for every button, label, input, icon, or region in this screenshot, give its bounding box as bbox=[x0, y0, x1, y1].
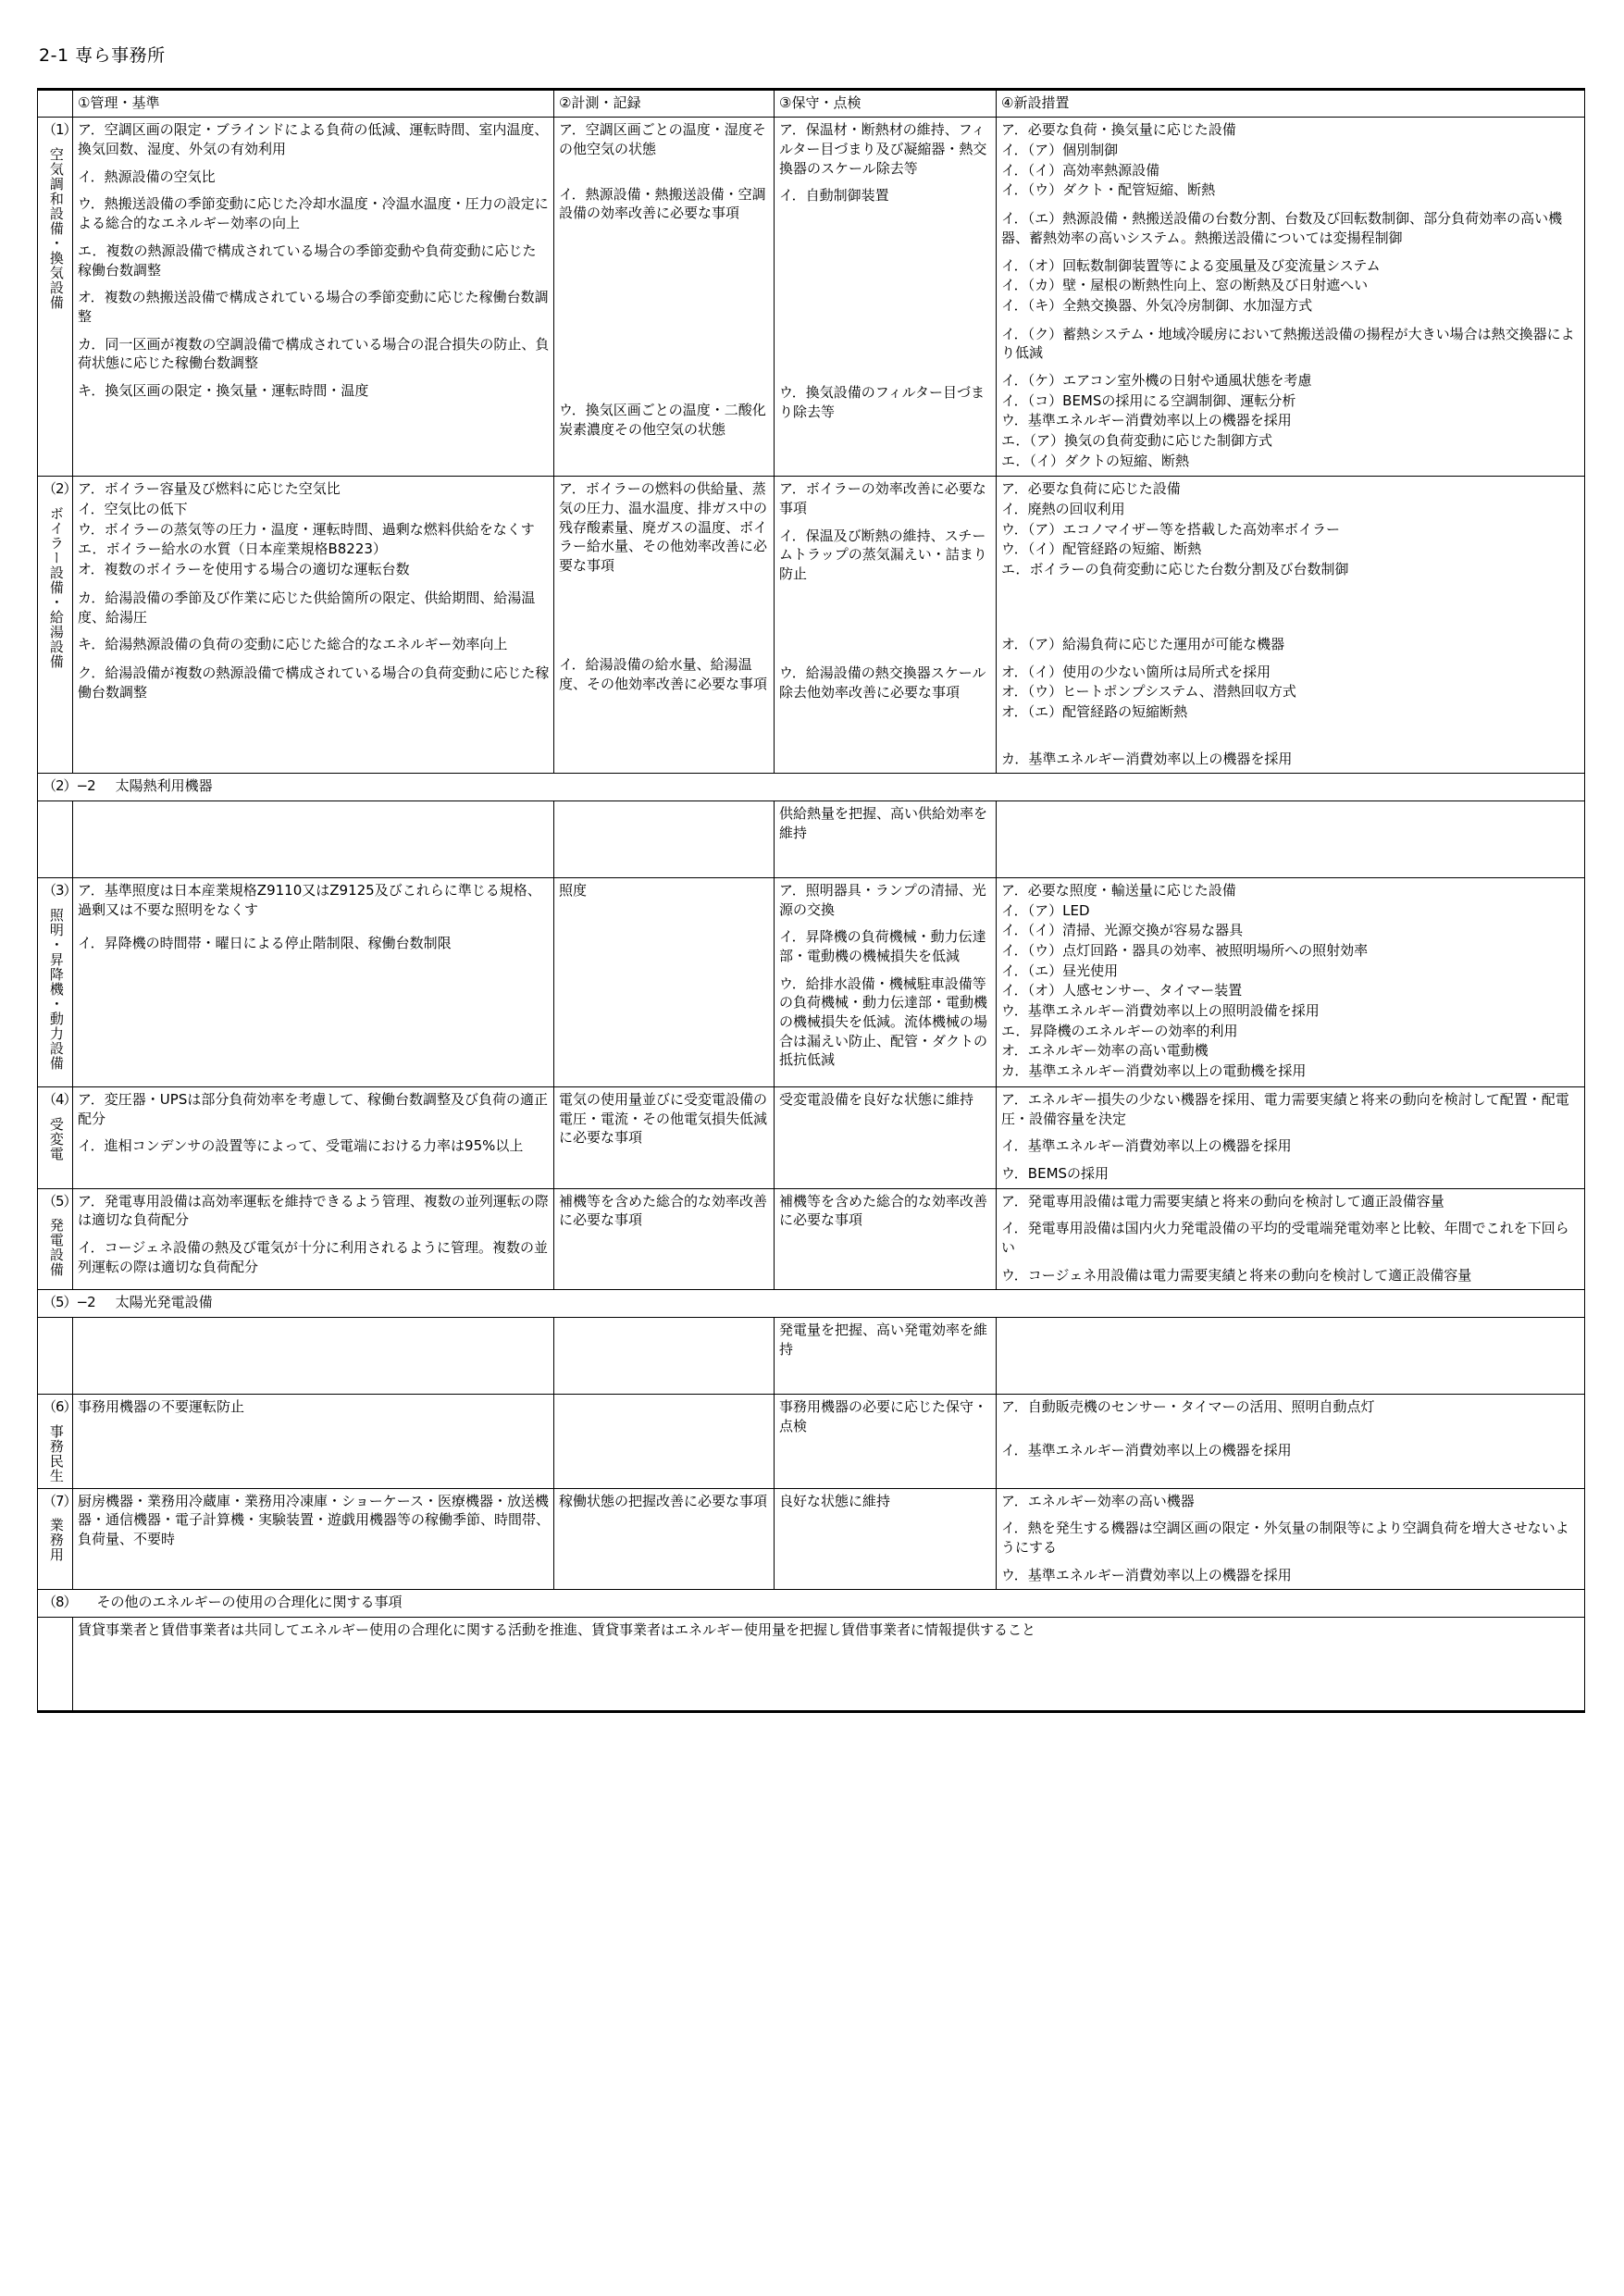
subsection-note-row bbox=[38, 1318, 1585, 1395]
subsection-row bbox=[38, 1290, 1585, 1318]
header-col2: ②計測・記録 bbox=[554, 89, 775, 118]
energy-measures-table bbox=[37, 88, 1585, 1713]
row-number: （1） bbox=[43, 121, 77, 139]
page-title: 2-1 専ら事務所 bbox=[39, 45, 166, 66]
cell-row3-col4: ア．必要な照度・輸送量に応じた設備 イ．（ア）LED イ．（イ）清掃、光源交換が容易な器具 イ．（ウ）点灯回路・器具の効率、被照明場所への照射効率 イ．（エ）昼光使用 イ．（オ）人感センサー、タイマー装置 ウ．基準エネルギー消費効率以上の照明設備を採用 エ．昇降機のエネルギーの効率的利用 オ．エネルギー効率の高い電動機 カ．基準エネルギー消費効率以上の電動機を採用 bbox=[997, 877, 1585, 1086]
table-row bbox=[38, 1086, 1585, 1188]
cell-row3-col2: 照度 bbox=[554, 877, 775, 1086]
row-number: （2） bbox=[43, 480, 77, 498]
cell-row2-col1: ア．ボイラー容量及び燃料に応じた空気比 イ．空気比の低下 ウ．ボイラーの蒸気等の圧力・温度・運転時間、過剰な燃料供給をなくす エ．ボイラー給水の水質（日本産業規格B8223） オ．複数のボイラーを使用する場合の適切な運転台数 カ．給湯設備の季節及び作業に応じた供給箇所の限定、供給期間、給湯温度、給湯圧 キ．給湯熱源設備の負荷の変動に応じた総合的なエネルギー効率向上 ク．給湯設備が複数の熱源設備で構成されている場合の負荷変動に応じた稼働台数調整 bbox=[73, 477, 554, 774]
subsection-row bbox=[38, 1590, 1585, 1618]
cell-row2-col4: ア．必要な負荷に応じた設備 イ．廃熱の回収利用 ウ．（ア）エコノマイザー等を搭載した高効率ボイラー ウ．（イ）配管経路の短縮、断熱 エ．ボイラーの負荷変動に応じた台数分割及び台数制御 オ．（ア）給湯負荷に応じた運用が可能な機器 オ．（イ）使用の少ない箇所は局所式を採用 オ．（ウ）ヒートポンプシステム、潜熱回収方式 オ．（エ）配管経路の短縮断熱 カ．基準エネルギー消費効率以上の機器を採用 bbox=[997, 477, 1585, 774]
table-row bbox=[38, 1188, 1585, 1290]
subsection-2-2-col1 bbox=[73, 800, 554, 877]
cell-row5-col1: ア．発電専用設備は高効率運転を維持できるよう管理、複数の並列運転の際は適切な負荷配分 イ．コージェネ設備の熱及び電気が十分に利用されるように管理。複数の並列運転の際は適切な負荷配分 bbox=[73, 1188, 554, 1290]
table-row bbox=[38, 1395, 1585, 1489]
row-number: （4） bbox=[43, 1090, 77, 1108]
cell-row1-col1: ア．空調区画の限定・ブラインドによる負荷の低減、運転時間、室内温度、換気回数、湿度、外気の有効利用 イ．熱源設備の空気比 ウ．熱搬送設備の季節変動に応じた冷却水温度・冷温水温度・圧力の設定による総合的なエネルギー効率の向上 エ．複数の熱源設備で構成されている場合の季節変動や負荷変動に応じた稼働台数調整 オ．複数の熱搬送設備で構成されている場合の季節変動に応じた稼働台数調整 カ．同一区画が複数の空調設備で構成されている場合の混合損失の防止、負荷状態に応じた稼働台数調整 キ．換気区画の限定・換気量・運転時間・温度 bbox=[73, 118, 554, 477]
row-category-label: 照明・昇降機・動力設備 bbox=[47, 907, 65, 1071]
subsection-number: （2）−2 bbox=[43, 777, 95, 795]
header-col3: ③保守・点検 bbox=[775, 89, 997, 118]
cell-row1-col4: ア．必要な負荷・換気量に応じた設備 イ．（ア）個別制御 イ．（イ）高効率熱源設備 イ．（ウ）ダクト・配管短縮、断熱 イ．（エ）熱源設備・熱搬送設備の台数分割、台数及び回転数制御、部分負荷効率の高い機器、蓄熱効率の高いシステム。熱搬送設備については変揚程制御 イ．（オ）回転数制御装置等による変風量及び変流量システム イ．（カ）壁・屋根の断熱性向上、窓の断熱及び日射遮へい イ．（キ）全熱交換器、外気冷房制御、水加湿方式 イ．（ク）蓄熱システム・地域冷暖房において熱搬送設備の揚程が大きい場合は熱交換器により低減 イ．（ケ）エアコン室外機の日射や通風状態を考慮 イ．（コ）BEMSの採用にる空調制御、運転分析 ウ．基準エネルギー消費効率以上の機器を採用 エ．（ア）換気の負荷変動に応じた制御方式 エ．（イ）ダクトの短縮、断熱 bbox=[997, 118, 1585, 477]
row-category-6 bbox=[38, 1395, 77, 1489]
cell-row6-col2 bbox=[554, 1395, 775, 1489]
row-category-label: 受変電 bbox=[47, 1116, 65, 1161]
subsection-2-2-col4 bbox=[997, 800, 1585, 877]
row-number: （7） bbox=[43, 1492, 77, 1509]
table-row bbox=[38, 118, 1585, 477]
subsection-label: 太陽光発電設備 bbox=[115, 1294, 213, 1311]
cell-row4-col2: 電気の使用量並びに受変電設備の電圧・電流・その他電気損失低減に必要な事項 bbox=[554, 1086, 775, 1188]
table-header bbox=[38, 89, 1585, 118]
row-category-label: 空気調和設備・換気設備 bbox=[47, 147, 65, 311]
subsection-2-2-index bbox=[38, 800, 73, 877]
subsection-5-2-col1 bbox=[73, 1318, 554, 1395]
row-number: （3） bbox=[43, 881, 77, 899]
cell-row6-col1: 事務用機器の不要運転防止 bbox=[73, 1395, 554, 1489]
cell-row4-col1: ア．変圧器・UPSは部分負荷効率を考慮して、稼働台数調整及び負荷の適正配分 イ．進相コンデンサの設置等によって、受電端における力率は95%以上 bbox=[73, 1086, 554, 1188]
subsection-2-2-col3: 供給熱量を把握、高い供給効率を維持 bbox=[775, 800, 997, 877]
table-row bbox=[38, 877, 1585, 1086]
cell-row4-col3: 受変電設備を良好な状態に維持 bbox=[775, 1086, 997, 1188]
cell-row7-col3: 良好な状態に維持 bbox=[775, 1488, 997, 1590]
subsection-5-2-col3: 発電量を把握、高い発電効率を維持 bbox=[775, 1318, 997, 1395]
table-row bbox=[38, 477, 1585, 774]
footer-note: 賃貸事業者と賃借事業者は共同してエネルギー使用の合理化に関する活動を推進、賃貸事業者はエネルギー使用量を把握し賃借事業者に情報提供すること bbox=[73, 1618, 1585, 1712]
cell-row3-col1: ア．基準照度は日本産業規格Z9110又はZ9125及びこれらに準じる規格、過剰又は不要な照明をなくす イ．昇降機の時間帯・曜日による停止階制限、稼働台数制限 bbox=[73, 877, 554, 1086]
subsection-label: 太陽熱利用機器 bbox=[115, 777, 213, 795]
row-category-label: ボイラー設備・給湯設備 bbox=[47, 506, 65, 670]
cell-row2-col3: ア．ボイラーの効率改善に必要な事項 イ．保温及び断熱の維持、スチームトラップの蒸気漏えい・詰まり防止 ウ．給湯設備の熱交換器スケール除去他効率改善に必要な事項 bbox=[775, 477, 997, 774]
row-category-label: 事務民生 bbox=[47, 1423, 65, 1483]
table-row bbox=[38, 1488, 1585, 1590]
header-col1: ①管理・基準 bbox=[73, 89, 554, 118]
row-number: （5） bbox=[43, 1192, 77, 1210]
cell-row2-col2: ア．ボイラーの燃料の供給量、蒸気の圧力、温水温度、排ガス中の残存酸素量、廃ガスの温度、ボイラー給水量、その他効率改善に必要な事項 イ．給湯設備の給水量、給湯温度、その他効率改善に必要な事項 bbox=[554, 477, 775, 774]
header-row bbox=[38, 89, 1585, 118]
section-label: その他のエネルギーの使用の合理化に関する事項 bbox=[96, 1594, 403, 1611]
cell-row6-col3: 事務用機器の必要に応じた保守・点検 bbox=[775, 1395, 997, 1489]
row-category-2 bbox=[38, 477, 77, 774]
row-category-3 bbox=[38, 877, 77, 1086]
cell-row5-col3: 補機等を含めた総合的な効率改善に必要な事項 bbox=[775, 1188, 997, 1290]
subsection-note-row bbox=[38, 800, 1585, 877]
cell-row7-col4: ア．エネルギー効率の高い機器 イ．熱を発生する機器は空調区画の限定・外気量の制限等により空調負荷を増大させないようにする ウ．基準エネルギー消費効率以上の機器を採用 bbox=[997, 1488, 1585, 1590]
subsection-row bbox=[38, 774, 1585, 801]
cell-row7-col1: 厨房機器・業務用冷蔵庫・業務用冷凍庫・ショーケース・医療機器・放送機器・通信機器・電子計算機・実験装置・遊戯用機器等の稼働季節、時間帯、負荷量、不要時 bbox=[73, 1488, 554, 1590]
row-category-7 bbox=[38, 1488, 77, 1590]
subsection-5-2-index bbox=[38, 1318, 73, 1395]
cell-row1-col2: ア．空調区画ごとの温度・湿度その他空気の状態 イ．熱源設備・熱搬送設備・空調設備の効率改善に必要な事項 ウ．換気区画ごとの温度・二酸化炭素濃度その他空気の状態 bbox=[554, 118, 775, 477]
subsection-2-2-col2 bbox=[554, 800, 775, 877]
row-category-1 bbox=[38, 118, 77, 477]
header-col4: ④新設措置 bbox=[997, 89, 1585, 118]
footer-index bbox=[38, 1618, 73, 1712]
cell-row3-col3: ア．照明器具・ランプの清掃、光源の交換 イ．昇降機の負荷機械・動力伝達部・電動機の機械損失を低減 ウ．給排水設備・機械駐車設備等の負荷機械・動力伝達部・電動機の機械損失を低減。流体機械の場合は漏えい防止、配管・ダクトの抵抗低減 bbox=[775, 877, 997, 1086]
subsection-number: （5）−2 bbox=[43, 1294, 95, 1311]
subsection-2-2 bbox=[38, 774, 1585, 801]
row-category-5 bbox=[38, 1188, 77, 1290]
cell-row5-col2: 補機等を含めた総合的な効率改善に必要な事項 bbox=[554, 1188, 775, 1290]
row-number: （6） bbox=[43, 1398, 77, 1415]
cell-row6-col4: ア．自動販売機のセンサー・タイマーの活用、照明自動点灯 イ．基準エネルギー消費効率以上の機器を採用 bbox=[997, 1395, 1585, 1489]
cell-row4-col4: ア．エネルギー損失の少ない機器を採用、電力需要実績と将来の動向を検討して配置・配電圧・設備容量を決定 イ．基準エネルギー消費効率以上の機器を採用 ウ．BEMSの採用 bbox=[997, 1086, 1585, 1188]
cell-row7-col2: 稼働状態の把握改善に必要な事項 bbox=[554, 1488, 775, 1590]
row-category-4 bbox=[38, 1086, 77, 1188]
section-8 bbox=[38, 1590, 1585, 1618]
subsection-5-2-col2 bbox=[554, 1318, 775, 1395]
subsection-5-2-col4 bbox=[997, 1318, 1585, 1395]
row-category-label: 発電設備 bbox=[47, 1218, 65, 1278]
section-number: （8） bbox=[43, 1594, 77, 1611]
cell-row5-col4: ア．発電専用設備は電力需要実績と将来の動向を検討して適正設備容量 イ．発電専用設備は国内火力発電設備の平均的受電端発電効率と比較、年間でこれを下回らい ウ．コージェネ用設備は電力需要実績と将来の動向を検討して適正設備容量 bbox=[997, 1188, 1585, 1290]
table-body bbox=[38, 118, 1585, 1712]
header-index bbox=[38, 89, 73, 118]
row-category-label: 業務用 bbox=[47, 1518, 65, 1563]
subsection-5-2 bbox=[38, 1290, 1585, 1318]
cell-row1-col3: ア．保温材・断熱材の維持、フィルター目づまり及び凝縮器・熱交換器のスケール除去等 イ．自動制御装置 ウ．換気設備のフィルター目づまり除去等 bbox=[775, 118, 997, 477]
footer-note-row bbox=[38, 1618, 1585, 1712]
